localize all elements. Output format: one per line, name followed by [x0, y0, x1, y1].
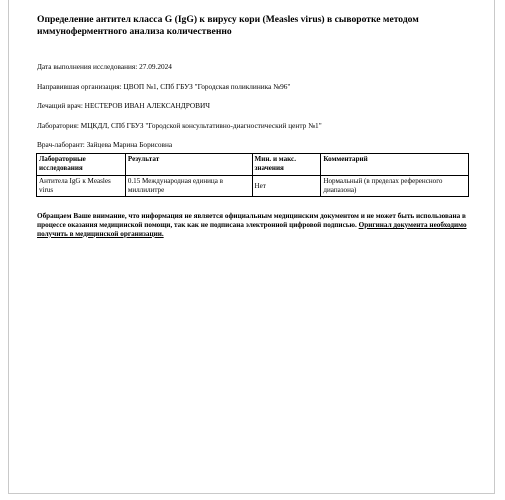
disclaimer-text: Обращаем Ваше внимание, что информация не является официальным медицинским документом и не может быть использована в процессе оказания медицинской помощи, так как не подписана электронной цифровой подписью. — [37, 212, 466, 229]
exam-date: Дата выполнения исследования: 27.09.2024 — [37, 62, 172, 71]
header-lab-tests: Лабораторные исследования — [37, 154, 126, 176]
header-result: Результат — [125, 154, 252, 176]
disclaimer-original-note: Оригинал документа необходимо получить в медицинской организации. — [37, 220, 467, 238]
cell-result: 0.15 Международная единица в миллилитре — [125, 176, 252, 197]
referring-organization: Направившая организация: ЦВОП №1, СПб ГБУЗ "Городская поликлиника №96" — [37, 81, 291, 91]
cell-test-name: Антитела IgG к Measles virus — [37, 176, 126, 197]
table-header-row — [37, 154, 469, 176]
table-row — [37, 176, 469, 197]
header-comment: Комментарий — [321, 154, 469, 176]
page-title: Определение антител класса G (IgG) к вирусу кори (Measles virus) в сыворотке методом иммуноферментного анализа количественно — [37, 14, 419, 37]
cell-min-max: Нет — [252, 176, 321, 197]
disclaimer-notice — [37, 212, 469, 238]
header-min-max: Мин. и макс. значения — [252, 154, 321, 176]
lab-doctor: Врач-лаборант: Зайцева Марина Борисовна — [37, 140, 173, 149]
document-content — [37, 14, 469, 160]
laboratory: Лаборатория: МЦКДЛ, СПб ГБУЗ "Городской консультативно-диагностический центр №1" — [37, 120, 322, 130]
cell-comment: Нормальный (в пределах референсного диапазона) — [321, 176, 469, 197]
meta-block — [37, 62, 469, 149]
attending-doctor: Лечащий врач: НЕСТЕРОВ ИВАН АЛЕКСАНДРОВИЧ — [37, 101, 211, 110]
results-table — [36, 153, 469, 197]
